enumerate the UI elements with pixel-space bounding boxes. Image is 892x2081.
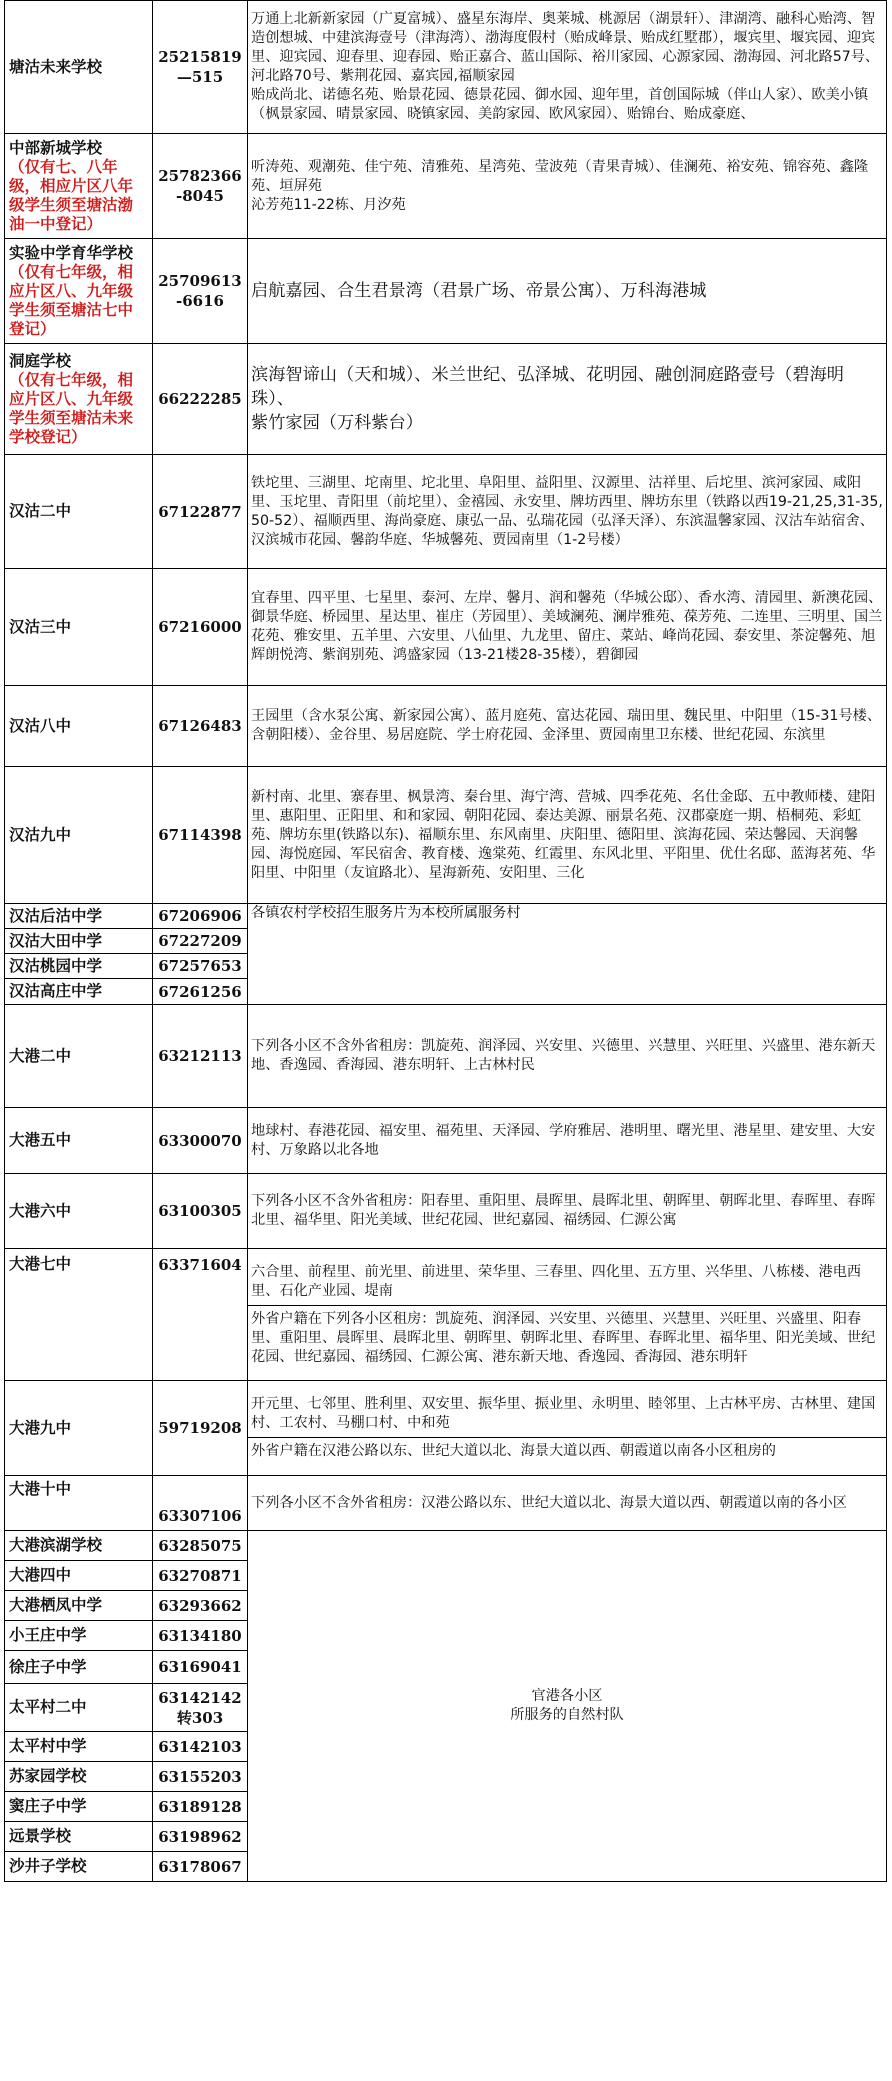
table-row [5,1476,887,1531]
school-name: 太平村二中 [5,1684,153,1732]
school-phone: 67126483 [153,686,248,767]
school-name: 大港六中 [5,1174,153,1249]
school-phone: 63169041 [153,1651,248,1684]
table-row [5,904,887,929]
school-phone: 67114398 [153,767,248,904]
table-row [5,767,887,904]
table-row [5,134,887,239]
service-area: 铁坨里、三湖里、坨南里、坨北里、阜阳里、益阳里、汉源里、沽祥里、后坨里、滨河家园、咸阳里、玉坨里、青阳里（前坨里）、金禧园、永安里、牌坊西里、牌坊东里（铁路以西19-21,25,31-35,50-52）、福顺西里、海尚豪庭、康弘一品、弘瑞花园（弘泽天泽）、东滨温馨家园、汉沽车站宿舍、汉滨城市花园、馨韵华庭、华城馨苑、贾园南里（1-2号楼） [248,455,887,569]
service-area: 听涛苑、观潮苑、佳宁苑、清雅苑、星湾苑、莹波苑（青果青城）、佳澜苑、裕安苑、锦容苑、鑫隆苑、垣屏苑 沁芳苑11-22栋、月汐苑 [248,134,887,239]
school-phone: 63371604 [153,1249,248,1381]
enrollment-note: （仅有七年级，相应片区八、九年级学生须至塘沽未来学校登记） [9,370,134,446]
school-phone: 59719208 [153,1381,248,1476]
school-phone: 63178067 [153,1852,248,1882]
school-name: 沙井子学校 [5,1852,153,1882]
school-name: 窦庄子中学 [5,1792,153,1822]
service-area: 官港各小区 所服务的自然村队 [248,1531,887,1882]
table-row [5,455,887,569]
school-phone: 67122877 [153,455,248,569]
school-phone: 67261256 [153,979,248,1005]
school-name: 汉沽九中 [5,767,153,904]
enrollment-note: （仅有七、八年级，相应片区八年级学生须至塘沽渤油一中登记） [9,157,134,233]
school-phone: 63293662 [153,1591,248,1621]
school-phone: 63189128 [153,1792,248,1822]
service-area: 王园里（含水泵公寓、新家园公寓）、蓝月庭苑、富达花园、瑞田里、魏民里、中阳里（15-31号楼、含朝阳楼）、金谷里、易居庭院、学士府花园、金泽里、贾园南里卫东楼、世纪花园、东滨里 [248,686,887,767]
service-area: 下列各小区不含外省租房：凯旋苑、润泽园、兴安里、兴德里、兴慧里、兴旺里、兴盛里、港东新天地、香逸园、香海园、港东明轩、上古林村民 [248,1005,887,1108]
table-row [5,569,887,686]
school-phone: 25215819—515 [153,1,248,134]
school-name: 汉沽三中 [5,569,153,686]
school-name: 苏家园学校 [5,1762,153,1792]
service-area: 各镇农村学校招生服务片为本校所属服务村 [248,904,887,1005]
school-district-table [4,0,887,1882]
school-name: 洞庭学校 （仅有七年级，相应片区八、九年级学生须至塘沽未来学校登记） [5,344,153,455]
school-name: 汉沽后沽中学 [5,904,153,929]
school-name: 汉沽高庄中学 [5,979,153,1005]
service-area: 六合里、前程里、前光里、前进里、荣华里、三春里、四化里、五方里、兴华里、八栋楼、港电西里、石化产业园、堤南 外省户籍在下列各小区租房：凯旋苑、润泽园、兴安里、兴德里、兴慧里、兴旺里、兴盛里、阳春里、重阳里、晨晖里、晨晖北里、朝晖里、朝晖北里、春晖里、春晖北里、福华里、阳光美域、世纪花园、世纪嘉园、福绣园、仁源公寓、港东新天地、香逸园、香海园、港东明轩 [248,1249,887,1381]
school-name: 大港滨湖学校 [5,1531,153,1561]
service-area: 新村南、北里、寨春里、枫景湾、秦台里、海宁湾、营城、四季花苑、名仕金邸、五中教师楼、建阳里、惠阳里、正阳里、和和家园、朝阳花园、泰达美源、丽景名苑、汉郡豪庭一期、梧桐苑、彩虹苑、牌坊东里(铁路以东)、福顺东里、东风南里、庆阳里、德阳里、滨海花园、荣达馨园、天润馨园、海悦庭园、军民宿舍、教育楼、逸棠苑、红霞里、东风北里、平阳里、优仕名邸、蓝海茗苑、华阳里、中阳里（友谊路北）、星海新苑、安阳里、三化 [248,767,887,904]
table-row [5,344,887,455]
school-phone: 63155203 [153,1762,248,1792]
school-phone: 63307106 [153,1476,248,1531]
school-name: 汉沽大田中学 [5,929,153,954]
service-area: 滨海智谛山（天和城）、米兰世纪、弘泽城、花明园、融创洞庭路壹号（碧海明珠）、 紫竹家园（万科紫台） [248,344,887,455]
school-name: 大港栖凤中学 [5,1591,153,1621]
service-area: 开元里、七邻里、胜利里、双安里、振华里、振业里、永明里、睦邻里、上古林平房、古林里、建国村、工农村、马棚口村、中和苑 外省户籍在汉港公路以东、世纪大道以北、海景大道以西、朝霞道以南各小区租房的 [248,1381,887,1476]
table-row [5,1531,887,1561]
table-row [5,1249,887,1381]
school-phone: 63270871 [153,1561,248,1591]
table-row [5,1,887,134]
school-name: 塘沽未来学校 [5,1,153,134]
table-row [5,1174,887,1249]
table-row [5,1381,887,1476]
school-phone: 63134180 [153,1621,248,1651]
school-phone: 25709613-6616 [153,239,248,344]
school-name: 小王庄中学 [5,1621,153,1651]
school-phone: 63285075 [153,1531,248,1561]
school-name: 汉沽桃园中学 [5,954,153,979]
school-name: 大港五中 [5,1108,153,1174]
school-phone: 63100305 [153,1174,248,1249]
school-phone: 67257653 [153,954,248,979]
school-phone: 63142142转303 [153,1684,248,1732]
service-area: 宜春里、四平里、七星里、泰河、左岸、馨月、润和馨苑（华城公邸）、香水湾、清园里、新澳花园、御景华庭、桥园里、星达里、崔庄（芳园里）、美域澜苑、澜岸雅苑、葆芳苑、二连里、三明里、国兰花苑、雅安里、五羊里、六安里、八仙里、九龙里、留庄、菜站、峰尚花园、泰安里、茶淀馨苑、旭辉朗悦湾、紫润别苑、鸿盛家园（13-21楼28-35楼），碧御园 [248,569,887,686]
school-phone: 63212113 [153,1005,248,1108]
school-phone: 67216000 [153,569,248,686]
school-name: 徐庄子中学 [5,1651,153,1684]
school-name: 大港九中 [5,1381,153,1476]
school-name: 实验中学育华学校 （仅有七年级，相应片区八、九年级学生须至塘沽七中登记） [5,239,153,344]
school-phone: 25782366-8045 [153,134,248,239]
school-name: 远景学校 [5,1822,153,1852]
school-phone: 63142103 [153,1732,248,1762]
school-name: 太平村中学 [5,1732,153,1762]
enrollment-note: （仅有七年级，相应片区八、九年级学生须至塘沽七中登记） [9,262,134,338]
table-row [5,239,887,344]
school-phone: 67206906 [153,904,248,929]
service-area: 地球村、春港花园、福安里、福苑里、天泽园、学府雅居、港明里、曙光里、港星里、建安里、大安村、万象路以北各地 [248,1108,887,1174]
school-name: 中部新城学校 （仅有七、八年级，相应片区八年级学生须至塘沽渤油一中登记） [5,134,153,239]
school-name: 大港二中 [5,1005,153,1108]
school-name: 汉沽八中 [5,686,153,767]
school-phone: 63198962 [153,1822,248,1852]
service-area: 下列各小区不含外省租房：阳春里、重阳里、晨晖里、晨晖北里、朝晖里、朝晖北里、春晖里、春晖北里、福华里、阳光美域、世纪花园、世纪嘉园、福绣园、仁源公寓 [248,1174,887,1249]
school-phone: 63300070 [153,1108,248,1174]
service-area: 下列各小区不含外省租房：汉港公路以东、世纪大道以北、海景大道以西、朝霞道以南的各小区 [248,1476,887,1531]
school-name: 汉沽二中 [5,455,153,569]
table-row [5,1108,887,1174]
school-name: 大港十中 [5,1476,153,1531]
table-row [5,686,887,767]
service-area: 万通上北新新家园（广夏富城）、盛星东海岸、奥莱城、桃源居（湖景轩）、津湖湾、融科心贻湾、智造创想城、中建滨海壹号（津海湾）、渤海度假村（贻成峰景、贻成红墅郡），堰宾里、堰宾园、迎宾里、迎宾园、迎春里、迎春园、贻正嘉合、蓝山国际、裕川家园、心源家园、渤海园、河北路57号、河北路70号、紫荆花园、嘉宾园,福顺家园 贻成尚北、诺德名苑、贻景花园、德景花园、御水园、迎年里，首创国际城（伴山人家）、欧美小镇（枫景家园、晴景家园、晓镇家园、美韵家园、欧风家园）、贻锦台、贻成豪庭、 [248,1,887,134]
school-phone: 66222285 [153,344,248,455]
service-area: 启航嘉园、合生君景湾（君景广场、帝景公寓）、万科海港城 [248,239,887,344]
school-phone: 67227209 [153,929,248,954]
school-name: 大港四中 [5,1561,153,1591]
school-name: 大港七中 [5,1249,153,1381]
table-row [5,1005,887,1108]
